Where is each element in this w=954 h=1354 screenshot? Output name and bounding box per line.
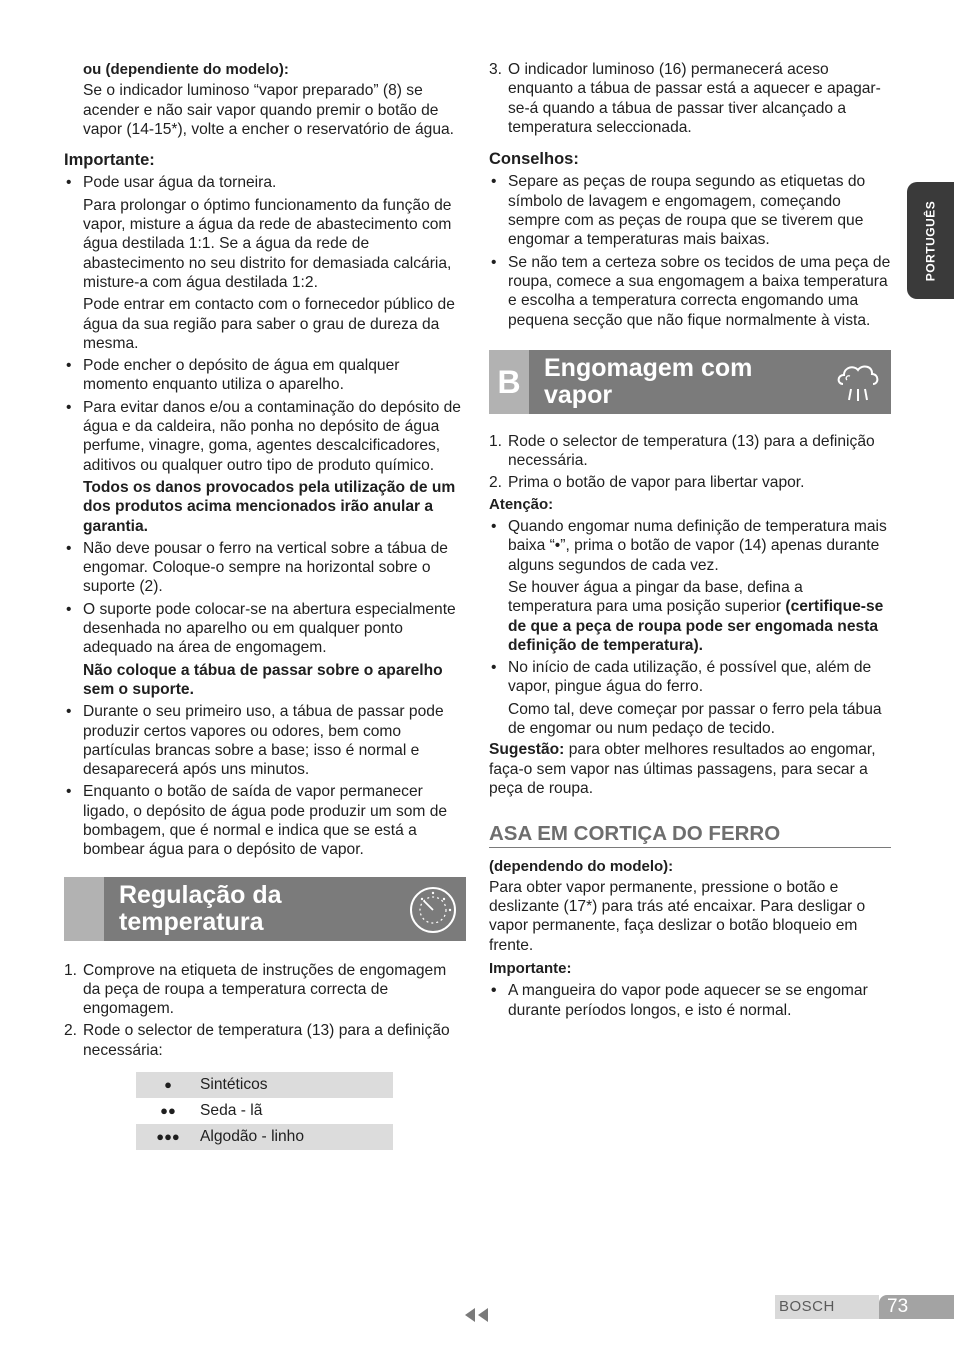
temperature-row (136, 1072, 393, 1098)
conselhos-list (489, 172, 891, 329)
intro-heading: ou (dependiente do modelo): (83, 61, 289, 78)
importante-list (64, 173, 466, 859)
step-item: 1. Rode o selector de temperatura (13) para a definição necessária. (489, 432, 875, 470)
importante-list-right (489, 981, 891, 1020)
steam-icon (833, 358, 883, 408)
importante-item: • O suporte pode colocar-se na abertura especialmente desenhada no aparelho ou em qualquer ponto adequado na área de engomagem. Não coloque a tábua de passar sobre o aparelho sem o suporte. (66, 600, 456, 698)
steam-banner (489, 350, 891, 414)
importante-item: • Pode usar água da torneira. Para prolongar o óptimo funcionamento da função de vapor, misture a água da rede de abastecimento com água destilada 1:1. Se a água da rede de abastecimento no seu distrito for demasiada calcária, misture-a com água destilada 1:2. Pode entrar em contacto com o fornecedor público de água da sua região para saber o grau de dureza da mesma. (66, 174, 455, 352)
importante-heading: Importante: (64, 151, 155, 170)
atencao-heading: Atenção: (489, 495, 554, 513)
step-item: 2. Prima o botão de vapor para libertar vapor. (489, 474, 805, 492)
asa-subheading: (dependendo do modelo): (489, 857, 674, 875)
importante-item: • Para evitar danos e/ou a contaminação do depósito de água e da caldeira, não ponha no depósito de água perfume, vinagre, goma, agentes descalcificadores, aditivos ou qualquer outro tipo de produto químico. Todos os danos provocados pela utilização de um dos produtos acima mencionados irão anular a garantia. (66, 398, 461, 535)
asa-heading: ASA EM CORTIÇA DO FERRO (489, 824, 891, 847)
temperature-row (136, 1124, 393, 1150)
importante-item: • Durante o seu primeiro uso, a tábua de passar pode produzir certos vapores ou odores, bem como partículas brancas sobre a base; isso é normal e desaparecerá após uns minutos. (66, 703, 444, 779)
page-number: 73 (879, 1295, 954, 1319)
temperature-row (136, 1098, 393, 1124)
back-nav-icon[interactable] (463, 1307, 491, 1328)
right-column (489, 60, 891, 1020)
banner-tab (64, 877, 104, 941)
temperature-dots: ●● (160, 1103, 176, 1119)
sugestao-paragraph: Sugestão: para obter melhores resultados ao engomar, faça-o sem vapor nas últimas passagens, para secar a peça de roupa. (489, 741, 876, 797)
importante-item: • Não deve pousar o ferro na vertical sobre a tábua de engomar. Coloque-o sempre na horizontal sobre o suporte (2). (66, 539, 448, 596)
temperature-dots: ● (164, 1077, 172, 1093)
step-item: 2. Rode o selector de temperatura (13) para a definição necessária: (64, 1022, 450, 1059)
conselhos-heading: Conselhos: (489, 150, 579, 169)
banner-title: Engomagem com vapor (544, 353, 753, 409)
temperature-steps (64, 961, 466, 1060)
steam-steps (489, 432, 891, 493)
step-3: 3. O indicador luminoso (16) permanecerá aceso enquanto a tábua de passar está a aquecer e apagar-se-á quando a tábua de passar tiver alcançado a temperatura seleccionada. (489, 61, 881, 136)
importante-heading-right: Importante: (489, 959, 572, 977)
right-step-list (489, 60, 891, 137)
footer-brand: BOSCH (775, 1295, 879, 1319)
atencao-item: • Quando engomar numa definição de temperatura mais baixa “•”, prima o botão de vapor (14) apenas durante alguns segundos de cada vez. Se houver água a pingar da base, defina a temperatura para uma posição superior (certifique-se de que a peça de roupa pode ser engomada nesta definição de temperatura). (491, 518, 887, 654)
fabric-label: Algodão - linho (200, 1128, 305, 1146)
temperature-dots: ●●● (156, 1129, 180, 1145)
double-left-arrow-icon (463, 1307, 491, 1323)
importante-item: • A mangueira do vapor pode aquecer se se engomar durante períodos longos, e isto é normal. (491, 982, 868, 1019)
atencao-list (489, 517, 891, 738)
language-tab (907, 182, 954, 299)
intro-text: Se o indicador luminoso “vapor preparado” (8) se acender e não sair vapor quando premir o botão de vapor (14-15*), volte a encher o reservatório de água. (83, 82, 454, 138)
fabric-label: Sintéticos (200, 1076, 268, 1094)
fabric-label: Seda - lã (200, 1102, 263, 1120)
asa-text: Para obter vapor permanente, pressione o botão e deslizante (17*) para trás até encaixar. Para desligar o vapor permanente, faça deslizar o botão bloqueio em frente. (489, 878, 866, 954)
left-column (64, 60, 466, 1150)
conselho-item: • Se não tem a certeza sobre os tecidos de uma peça de roupa, comece a sua engomagem a baixa temperatura e escolha a temperatura correcta engomando uma pequena secção que não fique normalmente à vista. (491, 253, 891, 329)
banner-title: Regulação da temperatura (119, 880, 282, 936)
language-label: PORTUGUÊS (922, 200, 937, 281)
temperature-banner (64, 877, 466, 941)
importante-item: • Pode encher o depósito de água em qualquer momento enquanto utiliza o aparelho. (66, 357, 400, 394)
conselho-item: • Separe as peças de roupa segundo as etiquetas do símbolo de lavagem e engomagem, começando sempre com as peças de roupa que se tiverem que engomar a temperaturas mais baixas. (491, 173, 866, 249)
temperature-dial-icon (408, 885, 458, 935)
atencao-item: • No início de cada utilização, é possível que, além de vapor, pingue água do ferro. Como tal, deve começar por passar o ferro pela tábua de engomar ou num pedaço de tecido. (491, 659, 882, 738)
importante-item: • Enquanto o botão de saída de vapor permanecer ligado, o depósito de água pode produzir um som de bombagem, que é normal e indica que se está a bombear água para o depósito de vapor. (66, 783, 448, 859)
temperature-table (136, 1072, 393, 1150)
step-item: 1. Comprove na etiqueta de instruções de engomagem da peça de roupa a temperatura correcta de engomagem. (64, 961, 447, 1018)
banner-letter: B (489, 350, 529, 414)
